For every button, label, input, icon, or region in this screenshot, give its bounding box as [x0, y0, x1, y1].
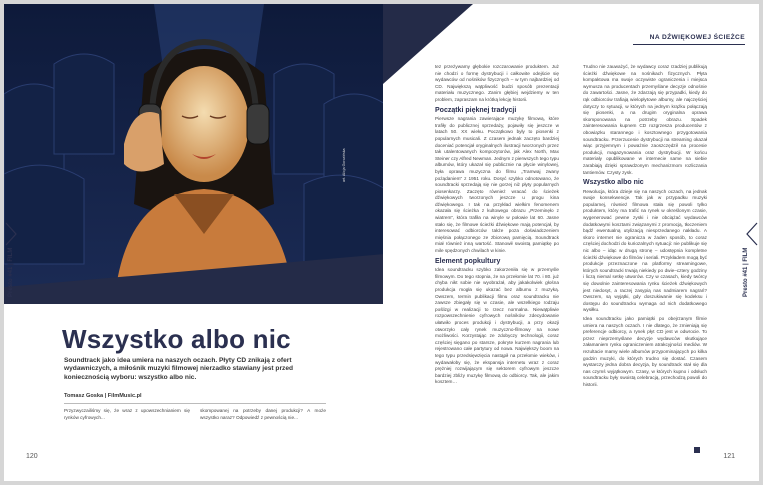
- left-side-tab: [4, 219, 26, 299]
- side-tab-label: Presto #41 | FILM: [8, 247, 14, 297]
- article-title: Wszystko albo nic: [62, 324, 291, 354]
- body-column-4: [583, 64, 707, 389]
- section-header-rule: [633, 44, 745, 45]
- section-header: NA DŹWIĘKOWEJ ŚCIEŻCE: [649, 34, 745, 41]
- article-author: Tomasz Goska | FilmMusic.pl: [64, 393, 142, 399]
- chevron-left-icon: [737, 219, 759, 249]
- page-number-left: 120: [26, 453, 38, 460]
- body-column-2: skompowanej na potrzeby danej produkcji? A może wszystko naraz? Odpowiedź z pewnością nie...: [200, 408, 326, 420]
- heading-poczatki: Początki pięknej tradycji: [435, 106, 517, 114]
- heading-element-popkultury: Element popkultury: [435, 257, 501, 265]
- paragraph-poczatki: Pierwsze nagrania zawierające muzykę filmową, które trafiły do publicznej sprzedaży, pojawiły się jeszcze w latach 50. XX wieku. Początkowo były to piosenki z popularnych musicali. Z czasem jednak zaczęto bardziej doceniać potencjał oryginalnych ilustracji tworzonych przez tak utalentowanych kompozytorów, jak Alex North, Max Steiner czy Alfred Newman. Jednym z pierwszych tego typu albumów, który ukazał się publicznie na płycie winylowej, była oprawa muzyczna do filmu „Tramwaj zwany pożądaniem” z 1951 roku. Dosyć szybko odnotowano, że soundtracki sprzedają się nie gorzej niż płyty popularnych piosenkarzy. Zaczęto również wracać do ścieżek dźwiękowych tworzonych jeszcze u progu kina dźwiękowego. I tak na przykład wielkim fenomenem okazała się ścieżka z kultowego obrazu „Przeminęło z wiatrem”, która trafiła na winyle w połowie lat 60. Jasne stało się, że filmowe ścieżki dźwiękowe mają potencjał, by interesować odbiorców także poza doświadczeniem mięśnia połączonego ze zbiorową pamięcią. Soundtrack miał również inną wartość. Stanowił swoistą pamiątkę po mile spędzonych chwilach w kinie.: [435, 116, 560, 254]
- paragraph-zakonczenie: Idea soundtracku jako pamiątki po obejrzanym filmie umiera na naszych oczach. I nie dlatego, że zmieniają się preferencje odbiorcy, a rynek płyt CD jest w odwrocie. To przez nieprzemyślane decyzje wydawców skutkujące załamaniem rynku ograniczeniem atrakcyjności mediów. W rezultacie mamy wiele albumów przypominających po kilka godzin muzyki, do których trudno się dostać. Czasem wystarczy jedna dobra decyzja, by soundtrack stał się dla nas czymś wyjątkowym. Czasy, w których kupno i odsłuch soundtracku były swoistą celebracją, przechodzą powoli do historii.: [583, 315, 707, 387]
- article-lead: Soundtrack jako idea umiera na naszych oczach. Płyty CD znikają z ofert wydawniczych, a miłośnik muzyki filmowej nierzadko stawiany jest przed koniecznością wyboru: wszystko albo nic.: [64, 357, 294, 381]
- left-page: [4, 4, 385, 481]
- paragraph-popkultury: Idea soundtracku szybko zakorzeniła się w przemyśle filmowym. Do tego stopnia, że na przełomie lat 70. i 80. już chyba nikt sobie nie wyobrażał, aby jakakolwiek głośna produkcja mogła się ukazać bez albumu z muzyką. Owszem, termin publikacji filmu oraz soundtracku nie zawsze zbiegały się w czasie, ale wszelkiego rodzaju poślizgi w realizacji to rzecz normalna. Niewątpliwie rozpowszechnienie cyfrowych nośników zdecydowanie ułatwiło proces produkcji i dystrybucji, a przy okazji otworzyło cały rynek muzyczno-filmowy na nowe możliwości. Korzystając ze zdobyczy technologii, coraz częściej sięgano po starsze, pokryte kurzem nagrania lub rejestrowano całe partytury od nowa. Największy boom na tego typu przedsięwzięcia nastąpił na przełomie wieków, i wydawałoby się, że ekspansja internetu wraz z coraz prężniej rozwijającym się sektorem cyfrowym jeszcze bardziej zbliży muzykę filmową do odbiorcy. Tak, ale jakim kosztem…: [435, 267, 559, 385]
- paragraph-cd: Trudno nie zauważyć, że wydawcy coraz rzadziej publikują ścieżki dźwiękowe na nośnikach fizycznych. Płyta kompaktowa ma swoje oczywiste ograniczenia i miejsca wymusza na producentach przemyślane decyzje odnośnie do zawartości. Jasne, że zdarzają się przypadki, kiedy do rąk odbiorców trafiają wielopłytowe albumy, ale najczęściej dotyczy to sytuacji, w których na jednym krążku połączają się piosenki, a na drugim oryginalna oprawa skomponowana na potrzeby obrazu. Spadek zainteresowania kupnem CD rozgrzesza producentów z obowiązku starannego i kosztownego przygotowania soundtracku. Przerzucenie dystrybucji na streaming okazał wiąc przyjemnym i poważnie zaoszczędził na procesie produkcji, magazynowania oraz dystrybucji. W końcu materiały opublikowane w internecie same na siebie zarabiają dzięki sprawdzonym mechanizmom rozliczania tantiemów. Czysty zysk.: [583, 64, 707, 175]
- author-divider: [64, 403, 326, 404]
- paragraph-intro: tez przeżywamy głębokie rozczarowanie produktem. Już nie chodzi o formę dystrybucji i całkowite odejście się wydawców od nośników fizycznych – w tym najbardziej od CD. Największą wątpliwość budzi sposób prezentacji materiału muzycznego. Zanim głębiej wejdziemy w ten problem, zapraszam na krótką lekcję historii.: [435, 64, 559, 102]
- right-page: [383, 4, 759, 481]
- illustration-credit: art. Alicja Gorczińska: [342, 148, 346, 182]
- paragraph-rewolucja: Rewolucja, która dzieje się na naszych oczach, na jednak swoje konsekwencje. Tak jak w przypadku muzyki popularnej, również filmowa stała się powoli tylko produktem, który ma trafić na rynek w określonym czasie, wygenerować pewne zyski i nie obciążać wydawców dodatkowymi kosztami związanymi z promocją, tłoczeniem bądź ewentualną utylizacją niesprzedanego nakładu. A skoro internet nie ogranicza w żaden sposób, to coraz częściej dochodzi do kuriozalnych sytuacji: nie publikuje się nic albo – idąc w drugą stronę – udostępnia kompletne ścieżki dźwiękowe do filmów i seriali. Przykładem mogą być produkcje przeznaczone na platformy streamingowe, których soundtracki trwają niekiedy po dwie–cztery godziny i liczą niemal setkę utworów. Czy w czasach, kiedy twórcy się dowolnie zainteresowania rynku ścieżek dźwiękowych jest niedosyt, a raczej zasypią nas nadmiarem nagrań? Owszem, są wyjątki, gdy doszukiwanie się kodeksu i dostępu do soundtracku wymaga od nich dodatkowego wysiłku.: [583, 188, 707, 313]
- right-side-tab: [737, 219, 759, 299]
- page-number-right: 121: [723, 453, 735, 460]
- heading-wszystko-albo-nic: Wszystko albo nic: [583, 179, 644, 187]
- end-of-article-icon: [694, 447, 700, 453]
- chevron-right-icon: [4, 219, 26, 249]
- body-column-3: [435, 64, 559, 386]
- body-column-1: Przyzwyczailiśmy się, że wraz z upowszechnianiem się rynków cyfrowych...: [64, 408, 190, 420]
- side-tab-label-right: Presto #41 | FILM: [743, 247, 749, 297]
